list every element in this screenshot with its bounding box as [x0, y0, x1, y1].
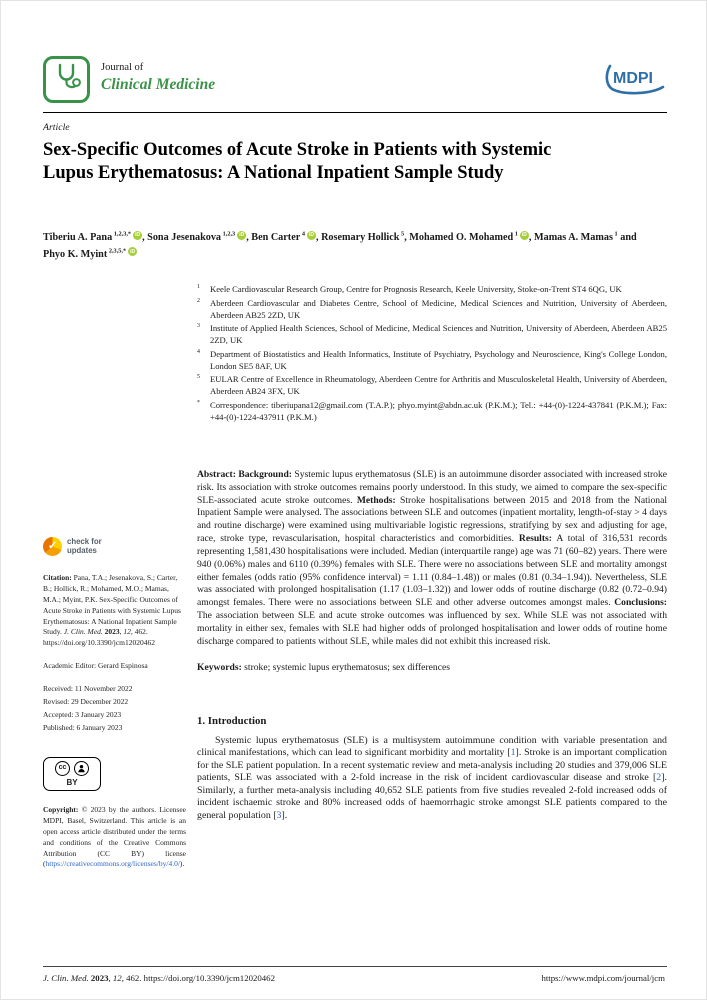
author-separator: , [404, 232, 410, 244]
affiliation-number: 2 [197, 297, 200, 304]
academic-editor: Academic Editor: Gerard Espinosa [43, 661, 148, 671]
author-name: Phyo K. Myint [43, 249, 108, 261]
affiliation-number: * [197, 399, 200, 406]
history-date: Revised: 29 December 2022 [43, 696, 129, 706]
author [534, 232, 637, 243]
intro-paragraph [197, 735, 667, 823]
author-affiliation-sup: 1 [612, 231, 618, 238]
journal-logo [43, 56, 90, 103]
text-segment: ]. [281, 809, 288, 821]
text-segment-bold: Results: [518, 533, 552, 545]
author-separator: , [528, 232, 534, 244]
history-date: Published: 6 January 2023 [43, 722, 123, 732]
orcid-icon[interactable]: iD [239, 232, 245, 238]
text-segment: , [108, 973, 113, 983]
journal-title-block [101, 62, 215, 94]
text-segment-bold: Conclusions: [614, 597, 667, 609]
affiliation-item [197, 322, 667, 346]
cc-by-badge[interactable] [43, 757, 101, 792]
inline-link[interactable]: 1 [510, 747, 516, 759]
orcid-icon[interactable]: iD [135, 232, 141, 238]
affiliation-item [197, 348, 667, 372]
text-segment-bold: Abstract: Background: [197, 468, 292, 480]
text-segment: ). [179, 859, 185, 869]
author-name: Mamas A. Mamas [533, 232, 613, 244]
cc-icon: cc [55, 761, 70, 776]
text-segment-italic: 12 [112, 973, 122, 983]
affiliation-item [197, 297, 667, 321]
footer-divider [43, 966, 667, 967]
author-affiliation-sup: 1 [513, 231, 518, 238]
stethoscope-icon [51, 61, 83, 98]
text-segment-bold: Methods: [356, 494, 396, 506]
mdpi-logo[interactable] [603, 61, 667, 102]
affiliation-text: EULAR Centre of Excellence in Rheumatology, Aberdeen Centre for Arthritis and Musculoskeletal Health, University of Aberdeen, Aberdeen AB24 3FX, UK [210, 374, 667, 397]
history-date: Received: 11 November 2022 [43, 684, 133, 693]
inline-link[interactable]: https://creativecommons.org/licenses/by/4.0/ [45, 859, 180, 869]
author-affiliation-sup: 4 [300, 231, 305, 238]
journal-prefix: Journal of [101, 62, 144, 73]
text-segment: , [119, 627, 124, 637]
text-segment-bold: 2023 [104, 627, 120, 637]
author [409, 232, 534, 243]
text-segment: stroke; systemic lupus erythematosus; sex differences [241, 661, 450, 673]
author-affiliation-sup: 2,3,5,* [107, 247, 127, 255]
author-affiliation-sup: 5 [399, 231, 405, 238]
copyright-block [43, 805, 186, 870]
author [43, 249, 137, 260]
check-for-updates-label: check for updates [67, 536, 102, 555]
orcid-icon[interactable]: iD [521, 232, 527, 238]
text-segment-italic: J. Clin. Med. [63, 627, 105, 637]
keywords [197, 662, 667, 675]
text-segment-italic: 12 [123, 627, 131, 637]
author [147, 232, 251, 243]
text-segment-bold: Citation: [43, 573, 72, 582]
author-name: Sona Jesenakova [147, 232, 222, 244]
author-name: Mohamed O. Mohamed [409, 232, 514, 244]
author-separator: , [142, 232, 148, 244]
author-name: Rosemary Hollick [321, 232, 400, 244]
cc-by-label: BY [66, 777, 78, 787]
inline-link[interactable]: 3 [276, 809, 282, 821]
check-for-updates-badge[interactable] [43, 537, 186, 556]
text-segment: Stroke hospitalisations between 2015 and 2018 from the National Inpatient Sample were analysed. The associations between SLE and outcomes (inpatient mortality, length-of-stay > 4 days and routine discharge) were examined using multivariable logistic regressions, stratifying by sex and adjusting for age, race, stroke type, revascularisation, hospital characteristics and comorbidities. [197, 494, 667, 545]
header-divider [43, 112, 667, 113]
affiliation-text: Aberdeen Cardiovascular and Diabetes Centre, School of Medicine, Medical Sciences and Nutrition, University of Aberdeen, Aberdeen AB25 2ZD, UK [210, 297, 667, 320]
affiliation-item [197, 373, 667, 397]
abstract [197, 469, 667, 649]
affiliation-number: 4 [197, 348, 200, 355]
main-column [197, 283, 667, 823]
affiliation-text: Correspondence: tiberiupana12@gmail.com (T.A.P.); phyo.myint@abdn.ac.uk (P.K.M.); Tel.: +44-(0)-1224-437841 (P.K.M.); Fax: +44-(0)-1224-437911 (P.K.M.) [210, 399, 667, 422]
text-segment: The association between SLE and acute stroke outcomes was influenced by sex. While SLE was not associated with mortality in either sex, females with SLE had higher odds of prolonged hospitalisation and lower odds of routine home discharge compared to patients without SLE, while males did not exhibit this increased risk. [197, 610, 667, 647]
text-segment: Systemic lupus erythematosus (SLE) is a multisystem autoimmune condition with variable presentation and clinical manifestations, which can lead to significant morbidity and mortality [ [197, 734, 667, 759]
text-segment: , 462. https://doi.org/10.3390/jcm12020462 [43, 627, 155, 648]
affiliation-number: 1 [197, 284, 200, 290]
affiliation-item [197, 399, 667, 423]
text-segment: © 2023 by the authors. Licensee MDPI, Basel, Switzerland. This article is an open access article distributed under the terms and conditions of the Creative Commons Attribution (CC BY) license ( [43, 805, 186, 869]
journal-name: Clinical Medicine [101, 76, 216, 93]
affiliation-text: Keele Cardiovascular Research Group, Centre for Prognosis Research, Keele University, Stoke-on-Trent ST4 6QG, UK [210, 284, 622, 294]
author-separator: and [617, 232, 637, 244]
footer-journal-url[interactable]: https://www.mdpi.com/journal/jcm [541, 973, 665, 983]
text-segment-bold: 2023 [90, 973, 109, 983]
author [251, 232, 321, 243]
text-segment: ]. Similarly, a further meta-analysis including 40,652 SLE patients from five studies revealed 2-fold increased odds of incident ischaemic stroke and 80% increased odds of haemorrhagic stroke amongst SLE patients compared to the general population [ [197, 772, 667, 821]
inline-link[interactable]: 2 [656, 772, 662, 784]
crossmark-icon [43, 537, 62, 556]
citation-block [43, 573, 186, 649]
author [43, 232, 147, 243]
affiliation-number: 5 [197, 374, 200, 381]
history-dates-block [43, 684, 186, 734]
article-type-label: Article [43, 122, 70, 133]
affiliations-block [197, 283, 667, 423]
text-segment: Pana, T.A.; Jesenakova, S.; Carter, B.; Hollick, R.; Mohamed, M.O.; Mamas, M.A.; Myint, P.K. Sex-Specific Outcomes of Acute Stroke in Patients with Systemic Lupus Erythematosus: A National Inpatient Sample Study. [43, 573, 181, 637]
author-separator: , [315, 232, 322, 244]
affiliation-text: Institute of Applied Health Sciences, School of Medicine, Medical Sciences and Nutrition, University of Aberdeen, Aberdeen AB25 2ZD, UK [210, 323, 667, 346]
affiliation-text: Department of Biostatistics and Health Informatics, Institute of Psychiatry, Psychology and Neuroscience, King's College London, London SE5 8AF, UK [210, 348, 667, 371]
text-segment: , 462. https://doi.org/10.3390/jcm12020462 [121, 973, 275, 983]
author-affiliation-sup: 1,2,3 [221, 231, 236, 238]
author-separator: , [246, 232, 252, 244]
affiliation-number: 3 [197, 323, 200, 330]
author-name: Tiberiu A. Pana [43, 232, 113, 244]
orcid-icon[interactable]: iD [130, 248, 136, 255]
text-segment: A total of 316,531 records representing 1,581,430 hospitalisations were included. Median (interquartile range) age was 71 (60–82) years. There were 940 (0.06%) males and 6110 (0.39%) females with SLE. There were no associations between SLE and mortality amongst either females (odds ratio (95% confidence interval) = 1.11 (0.84–1.48)) or males (0.81 (0.34–1.94)). Nevertheless, SLE was associated with prolonged hospitalisation (1.17 (1.03–1.32)) and lower odds of routine discharge (0.82 (0.72–0.94) amongst females. There were no associations between SLE and other adverse outcomes amongst males. [197, 533, 668, 609]
text-segment: Systemic lupus erythematosus (SLE) is an autoimmune disorder associated with increased stroke risk. Its association with stroke outcomes remains poorly understood. In this study, we aimed to compare the sex-specific SLE-associated acute stroke outcomes. [197, 468, 667, 506]
article-title: Sex-Specific Outcomes of Acute Stroke in Patients with Systemic Lupus Erythematosus: A National Inpatient Sample Study [43, 140, 552, 184]
text-segment: ]. Stroke is an important complication for the SLE patient population. In a recent systematic review and meta-analysis including 20 studies and 379,006 SLE patients, SLE was associated with a 2-fold increase in the risk of incident cardiovascular disease and stroke [ [197, 747, 667, 784]
history-date: Accepted: 3 January 2023 [43, 709, 122, 719]
footer-journal-ref [43, 973, 275, 983]
text-segment-bold: Keywords: [197, 661, 242, 673]
authors-line [43, 230, 660, 263]
sidebar [43, 537, 186, 870]
svg-text:MDPI: MDPI [613, 70, 653, 87]
author-affiliation-sup: 1,2,3,* [112, 231, 132, 238]
cc-person-icon [74, 761, 89, 776]
text-segment-bold: Copyright: [43, 805, 79, 815]
author [321, 232, 409, 243]
orcid-icon[interactable]: iD [308, 232, 314, 238]
section-heading-introduction: 1. Introduction [197, 714, 267, 727]
text-segment-italic: J. Clin. Med. [43, 973, 91, 983]
affiliation-item [197, 283, 667, 295]
author-name: Ben Carter [251, 232, 301, 244]
